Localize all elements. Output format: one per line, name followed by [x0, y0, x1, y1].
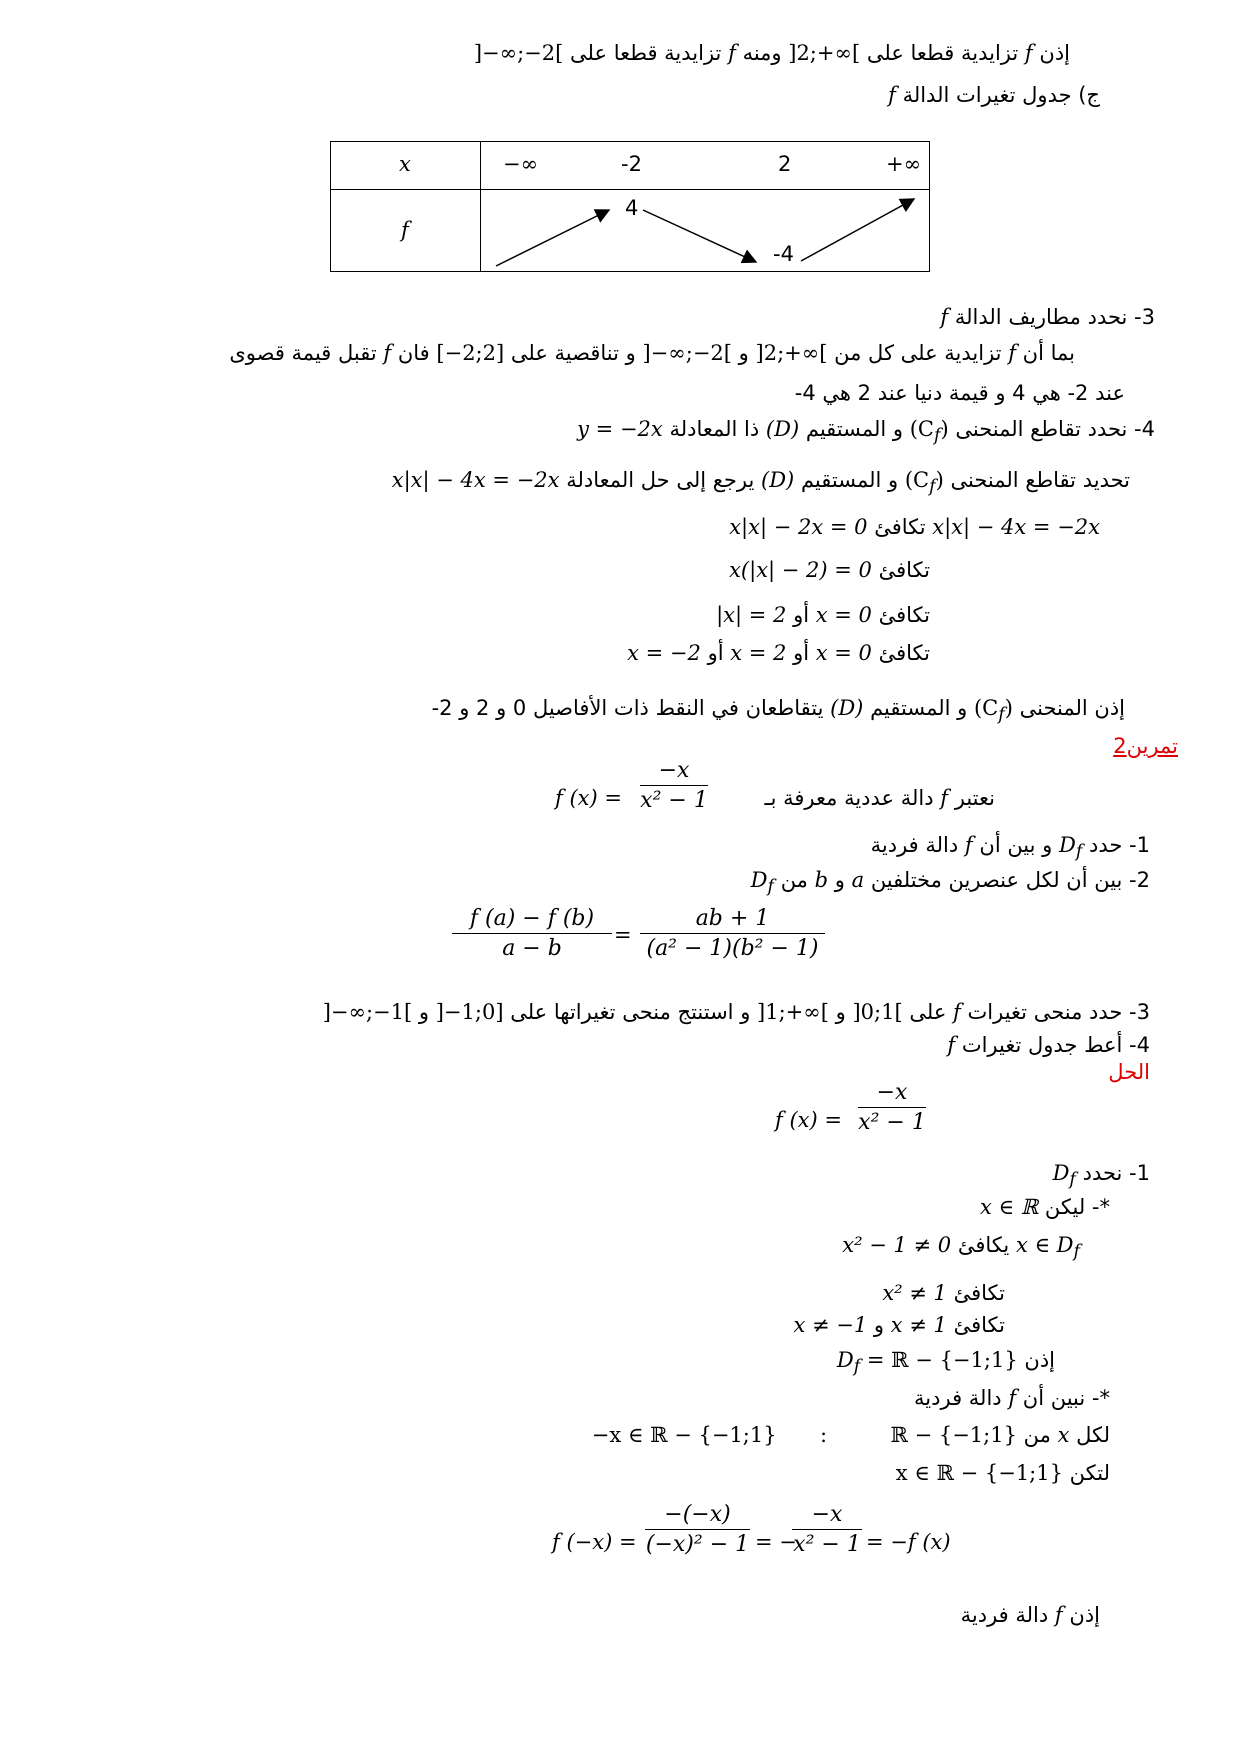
- increasing-arrow: [801, 199, 914, 261]
- equation-line: تكافئ x = 0 أو |x| = 2: [716, 603, 930, 627]
- text-line: عند 2- هي 4 و قيمة دنيا عند 2 هي 4-: [794, 381, 1125, 405]
- equals-sign: =: [614, 923, 632, 947]
- table-value: 2: [778, 152, 792, 176]
- table-plus-infinity: +∞: [886, 152, 922, 176]
- function-symbol: f: [1024, 41, 1033, 65]
- step-line: *- نبين أن f دالة فردية: [914, 1386, 1110, 1410]
- equation-line: تكافئ x² ≠ 1: [882, 1281, 1005, 1305]
- quotient-result: ab + 1 (a² − 1)(b² − 1): [640, 906, 825, 961]
- interval: ]2;+∞[: [788, 41, 861, 65]
- function-fraction: −x x² − 1: [640, 758, 708, 813]
- equation-line: تكافئ x ≠ 1 و x ≠ −1: [793, 1313, 1005, 1337]
- equation-line: x|x| − 4x = −2x تكافئ x|x| − 2x = 0: [729, 515, 1100, 539]
- equation-line: لكل x من ℝ − {−1;1} : −x ∈ ℝ − {−1;1}: [591, 1423, 1110, 1447]
- text-line: تحديد تقاطع المنحنى $(C_f)$ و المستقيم (D) يرجع إلى حل المعادلة x|x| − 4x = −2x: [391, 468, 1130, 498]
- step-line: 1- نحدد $D_f$: [1052, 1161, 1150, 1191]
- increasing-arrow: [496, 210, 609, 266]
- table-minus-infinity: −∞: [503, 152, 539, 176]
- equation-line: لتكن x ∈ ℝ − {−1;1}: [895, 1461, 1110, 1485]
- odd-check-fraction: −x x² − 1: [793, 1502, 861, 1557]
- question-line: 1- حدد $D_f$ و بين أن f دالة فردية: [870, 833, 1150, 863]
- table-value: -2: [621, 152, 642, 176]
- equation-line: تكافئ x = 0 أو x = 2 أو x = −2: [627, 641, 930, 665]
- section-heading: 4- نحدد تقاطع المنحنى $(C_f)$ و المستقيم (D) ذا المعادلة y = −2x: [577, 417, 1155, 447]
- exercise-heading: تمرين2: [1113, 734, 1178, 758]
- text-line: بما أن f تزايدية على كل من ]2;+∞[ و ]−∞;−2[ و تناقصية على [−2;2] فان f تقبل قيمة قصوى: [229, 341, 1075, 365]
- table-f-label: f: [401, 218, 409, 242]
- text-line: إذن المنحنى $(C_f)$ و المستقيم (D) يتقاطعان في النقط ذات الأفاصيل 0 و 2 و 2-: [431, 696, 1125, 726]
- variation-arrows: [331, 142, 931, 273]
- text-line: إذن f تزايدية قطعا على ]2;+∞[ ومنه f تزايدية قطعا على ]−∞;−2[: [473, 41, 1070, 65]
- decreasing-arrow: [643, 210, 756, 262]
- equation-line: x ∈ $D_f$ يكافئ x² − 1 ≠ 0: [842, 1233, 1080, 1263]
- variation-table: [330, 141, 930, 272]
- section-heading: ج) جدول تغيرات الدالة f: [888, 83, 1100, 107]
- section-heading: 3- نحدد مطاريف الدالة f: [940, 305, 1155, 329]
- table-min-value: -4: [773, 242, 794, 266]
- odd-check-lhs: f (−x) =: [552, 1530, 637, 1554]
- equals-minus: = −: [755, 1530, 797, 1554]
- solution-heading: الحل: [1108, 1060, 1150, 1084]
- conclusion-line: إذن f دالة فردية: [960, 1603, 1100, 1627]
- function-lhs: f (x) =: [555, 786, 622, 810]
- odd-check-fraction: −(−x) (−x)² − 1: [645, 1502, 750, 1557]
- question-line: 3- حدد منحى تغيرات f على ]0;1[ و ]1;+∞[ و استنتج منحى تغيراتها على ]−1;0] و ]−∞;−1[: [322, 1000, 1150, 1024]
- step-line: *- ليكن x ∈ ℝ: [980, 1195, 1110, 1219]
- table-x-label: x: [399, 152, 411, 176]
- odd-check-rhs: = −f (x): [866, 1530, 951, 1554]
- interval: ]−∞;−2[: [473, 41, 564, 65]
- equation-line: تكافئ x(|x| − 2) = 0: [729, 558, 930, 582]
- question-line: 2- بين أن لكل عنصرين مختلفين a و b من $D_f$: [750, 868, 1150, 898]
- question-line: 4- أعط جدول تغيرات f: [947, 1033, 1150, 1057]
- equation-line: إذن $D_f$ = ℝ − {−1;1}: [836, 1348, 1055, 1378]
- function-lhs: f (x) =: [775, 1108, 842, 1132]
- function-fraction: −x x² − 1: [858, 1080, 926, 1135]
- difference-quotient: f (a) − f (b) a − b: [452, 906, 612, 961]
- text-line: نعتبر f دالة عددية معرفة بـ: [764, 786, 995, 810]
- table-max-value: 4: [625, 196, 639, 220]
